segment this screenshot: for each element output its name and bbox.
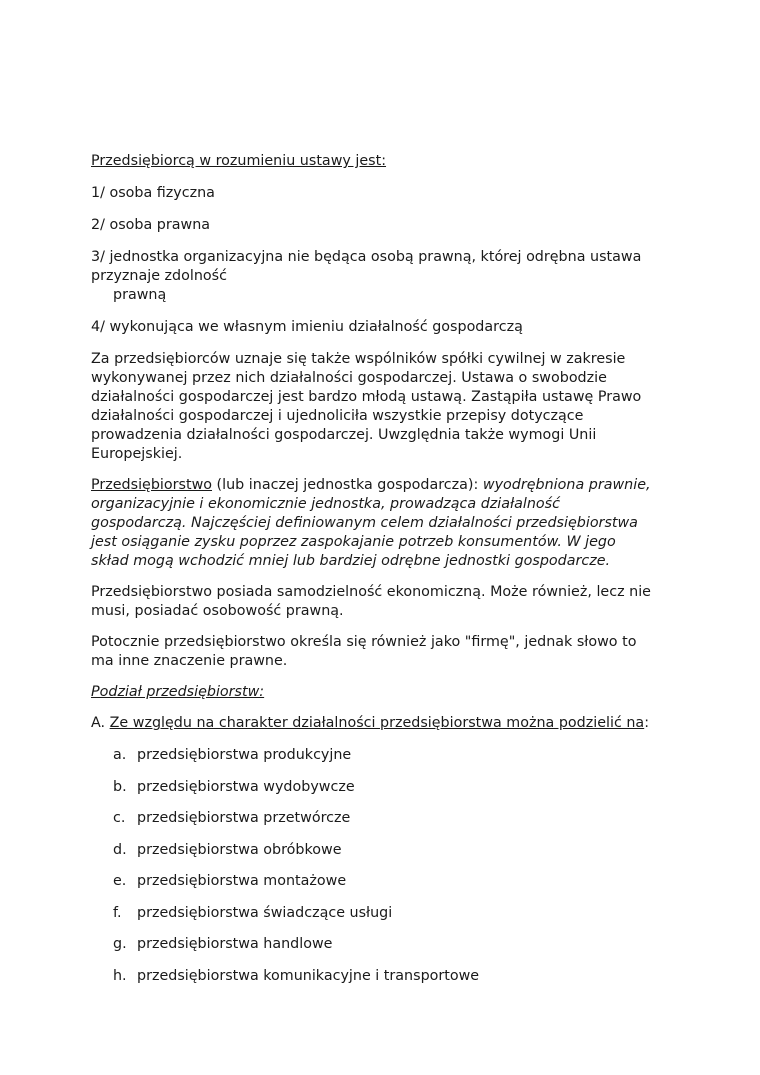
list-marker: h. (113, 967, 127, 984)
division-heading-text: Podział przedsiębiorstw: (91, 684, 265, 700)
definition-item-1: 1/ osoba fizyczna (91, 185, 215, 201)
list-marker: d. (113, 841, 127, 858)
list-item (91, 841, 651, 860)
section-a-prefix: A. (91, 715, 110, 731)
list-item-text: przedsiębiorstwa komunikacyjne i transportowe (137, 967, 480, 984)
paragraph-independence: Przedsiębiorstwo posiada samodzielność ekonomiczną. Może również, lecz nie musi, posiadać osobowość prawną. (91, 584, 651, 619)
list-item (91, 778, 651, 797)
list-item (91, 904, 651, 923)
enterprise-type-list (91, 746, 651, 986)
section-title (91, 152, 651, 171)
enterprise-aside: (lub inaczej jednostka gospodarcza): (212, 477, 483, 493)
list-item (91, 935, 651, 954)
list-item-text: przedsiębiorstwa wydobywcze (137, 778, 355, 795)
list-item-text: przedsiębiorstwa produkcyjne (137, 747, 352, 763)
section-a-suffix: : (644, 715, 650, 731)
list-item-text: przedsiębiorstwa obróbkowe (137, 841, 342, 858)
list-marker: c. (113, 810, 126, 826)
paragraph-entrepreneurs: Za przedsiębiorców uznaje się także wspólników spółki cywilnej w zakresie wykonywanej przez nich działalności gospodarczej. Ustawa o swobodzie działalności gospodarczej jest bardzo młodą ustawą. Zastąpiła ustawę Prawo działalności gospodarczej i ujednoliciła wszystkie przepisy dotyczące prowadzenia działalności gospodarczej. Uwzględnia także wymogi Unii Europejskiej. (91, 351, 642, 462)
list-item-text: przedsiębiorstwa handlowe (137, 936, 333, 952)
definition-item-3-continuation: prawną (113, 287, 167, 303)
list-marker: f. (113, 904, 122, 921)
division-heading (91, 683, 651, 702)
paragraph-colloquial: Potocznie przedsiębiorstwo określa się również jako "firmę", jednak słowo to ma inne znaczenie prawne. (91, 634, 637, 669)
definition-item-3-text: 3/ jednostka organizacyjna nie będąca osobą prawną, której odrębna ustawa przyznaje zdolność (91, 249, 642, 284)
list-item-text: przedsiębiorstwa świadczące usługi (137, 904, 393, 921)
list-marker: g. (113, 936, 127, 952)
list-item (91, 746, 651, 765)
list-item (91, 872, 651, 891)
enterprise-definition-text: wyodrębniona prawnie, organizacyjnie i ekonomicznie jednostka, prowadząca działalność gospodarczą. Najczęściej definiowanym celem działalności przedsiębiorstwa jest osiąganie zysku poprzez zaspokajanie potrzeb konsumentów. W jego skład mogą wchodzić mniej lub bardziej odrębne jednostki gospodarcze. (91, 477, 651, 569)
list-item (91, 809, 651, 828)
list-item-text: przedsiębiorstwa montażowe (137, 873, 347, 889)
definition-item-2: 2/ osoba prawna (91, 217, 211, 233)
list-item-text: przedsiębiorstwa przetwórcze (137, 810, 351, 826)
list-item (91, 967, 651, 986)
list-marker: b. (113, 778, 127, 795)
definition-item-3 (91, 248, 651, 305)
paragraph-enterprise-definition (91, 476, 651, 571)
section-a-heading (91, 714, 651, 733)
enterprise-term: Przedsiębiorstwo (91, 477, 213, 493)
list-marker: e. (113, 873, 127, 889)
document-page (91, 152, 651, 998)
section-a-heading-text: Ze względu na charakter działalności przedsiębiorstwa można podzielić na (109, 715, 645, 731)
list-marker: a. (113, 747, 127, 763)
definition-item-4: 4/ wykonująca we własnym imieniu działalność gospodarczą (91, 319, 523, 335)
section-title-text: Przedsiębiorcą w rozumieniu ustawy jest: (91, 153, 387, 169)
